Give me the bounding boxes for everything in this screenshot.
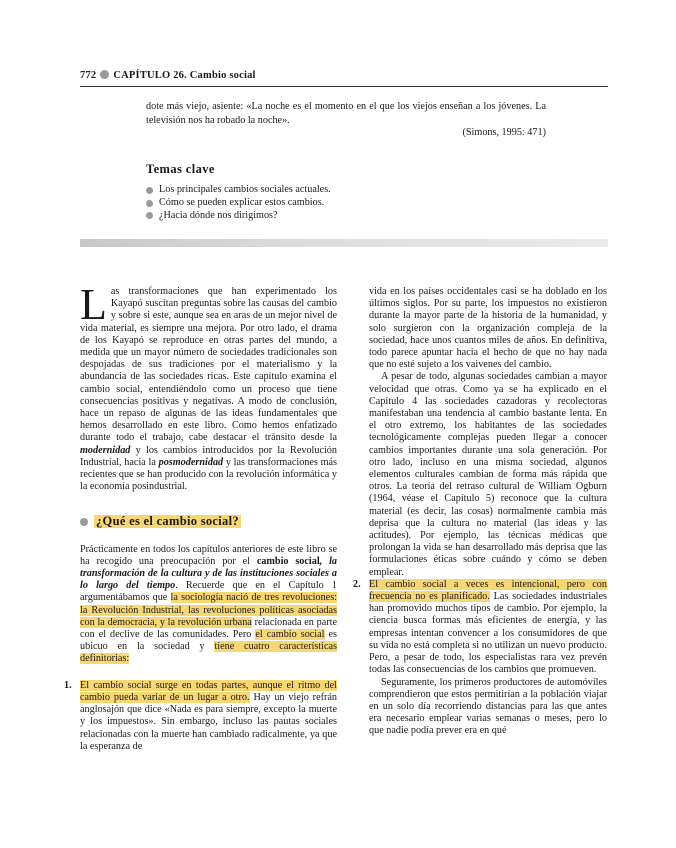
bullet-icon xyxy=(80,518,88,526)
page-number: 772 xyxy=(80,70,97,81)
section-title: ¿Qué es el cambio social? xyxy=(96,514,239,529)
chapter-title: Cambio social xyxy=(189,70,256,81)
bullet-icon xyxy=(146,187,153,194)
paragraph: A pesar de todo, algunas sociedades cambian a mayor velocidad que otras. Como ya se ha explicado en el Capítulo 4 las sociedades cazadoras y recolectoras manifestaban una tendencia al cambio bastante lenta. En el otro extremo, los habitantes de las sociedades tecnológicamente complejas pueden llegar a conocer cambios importantes durante una sola generación. Por otro lado, incluso en una misma sociedad, algunos elementos culturales cambian de forma más rápida que otros. La teoría del retraso cultural de William Ogburn (1964, véase el Capítulo 5) reconoce que la cultura material (es decir, las cosas) normalmente cambia más deprisa que la cultura no material (las ideas y las actitudes). Por ejemplo, las técnicas médicas que prolongan la vida se han desarrollado más deprisa que las formulaciones éticas sobre cuándo y cómo se deben emplear. xyxy=(369,371,607,578)
epigraph-text: dote más viejo, asiente: «La noche es el momento en el que los viejos enseñan a los jóvenes. La televisión nos ha robado la noche». xyxy=(146,101,546,126)
divider-band xyxy=(80,239,608,247)
bullet-icon xyxy=(100,70,109,79)
chapter-label: CAPÍTULO 26. xyxy=(113,70,187,81)
item-number: 1. xyxy=(64,679,72,691)
section-heading xyxy=(80,515,337,527)
paragraph: Seguramente, los primeros productores de automóviles comprendieron que estos permitirían a la población viajar en un solo día recorriendo distancias para las que antes era necesario emplear varias semanas o meses, pero lo que nadie podía prever era en qué xyxy=(369,676,607,737)
drop-cap: L xyxy=(80,280,107,329)
highlight: El cambio social a veces es intencional, pero con frecuencia no es planificado. xyxy=(369,578,607,603)
header-rule xyxy=(80,86,608,87)
numbered-item: 1. El cambio social surge en todas partes, aunque el ritmo del cambio pueda variar de un lugar a otro. Hay un viejo refrán anglosajón que dice «Nada es para siempre, excepto la muerte y los impuestos». Sin embargo, incluso las pautas sociales relacionadas con la muerte han cambiado radicalmente, ya que la esperanza de xyxy=(64,679,337,752)
highlight: tiene cuatro características definitorias: xyxy=(80,641,337,665)
key-theme-item: Los principales cambios sociales actuales. xyxy=(146,184,331,197)
section-paragraph: Prácticamente en todos los capítulos anteriores de este libro se ha recogido una preocupación por el cambio social, la transformación de la cultura y de las instituciones sociales a lo largo del tiempo. Recuerde que en el Capítulo 1 argumentábamos que la sociología nació de tres revoluciones: la Revolución Industrial, las revoluciones políticas asociadas con la democracia, y la revolución urbana relacionada en parte con el declive de las comunidades. Pero el cambio social es ubicuo en la sociedad y tiene cuatro características definitorias: xyxy=(80,543,337,665)
paragraph: vida en los países occidentales casi se ha doblado en los últimos siglos. Por su parte, los impuestos no existieron durante la mayor parte de la historia de la humanidad, y solo surgieron con la organización compleja de la sociedad, hace unos cuantos miles de años. En definitiva, todo parece apuntar hacia el hecho de que no hay nada que no esté sujeto a los vaivenes del cambio. xyxy=(369,286,607,371)
key-themes-list xyxy=(146,184,331,222)
key-themes-title: Temas clave xyxy=(146,162,215,176)
right-column xyxy=(353,286,607,738)
running-header xyxy=(80,70,608,81)
highlight: El cambio social surge en todas partes, aunque el ritmo del cambio pueda variar de un lugar a otro. xyxy=(80,679,337,703)
numbered-item: 2. El cambio social a veces es intencional, pero con frecuencia no es planificado. Las sociedades industriales han promovido muchos tipos de cambio. Por ejemplo, la ciencia busca formas más eficientes de energía, y las empresas intentan convencer a los consumidores de que su vida no está completa si no utilizan un nuevo producto. Pero, a pesar de todo, los especialistas rara vez prevén todas las consecuencias de los cambios que promueven. xyxy=(353,578,607,676)
item-number: 2. xyxy=(353,578,361,590)
highlight: la sociología nació de tres revoluciones: la Revolución Industrial, las revoluciones políticas asociadas con la democracia, y la revolución urbana xyxy=(80,592,337,628)
intro-paragraph: Las transformaciones que han experimentado los Kayapó suscitan preguntas sobre las causas del cambio y sobre si este, aunque sea en aras de un mejor nivel de vida material, es siempre una mejora. Por otro lado, el drama de los Kayapó se reproduce en otras partes del mundo, a medida que un mayor número de sociedades tradicionales son despojadas de sus tradiciones por el materialismo y la abundancia de las sociedades ricas. Este capítulo examina el cambio social, entendiéndolo como un proceso que tiene consecuencias positivas y negativas. A modo de conclusión, hace un repaso de algunas de las ideas fundamentales que hemos desarrollado en este libro. Como hemos enfatizado durante todo el trabajo, cabe destacar el tránsito desde la modernidad y los cambios introducidos por la Revolución Industrial, hacia la posmodernidad y las transformaciones más recientes que se han producido con la revolución informática y la economía posindustrial. xyxy=(80,280,337,493)
bullet-icon xyxy=(146,212,153,219)
highlight: el cambio social xyxy=(255,629,325,641)
bullet-icon xyxy=(146,200,153,207)
epigraph-citation: (Simons, 1995: 471) xyxy=(462,127,546,138)
key-theme-item: ¿Hacia dónde nos dirigimos? xyxy=(146,210,331,223)
left-column xyxy=(64,280,337,753)
key-theme-item: Cómo se pueden explicar estos cambios. xyxy=(146,197,331,210)
